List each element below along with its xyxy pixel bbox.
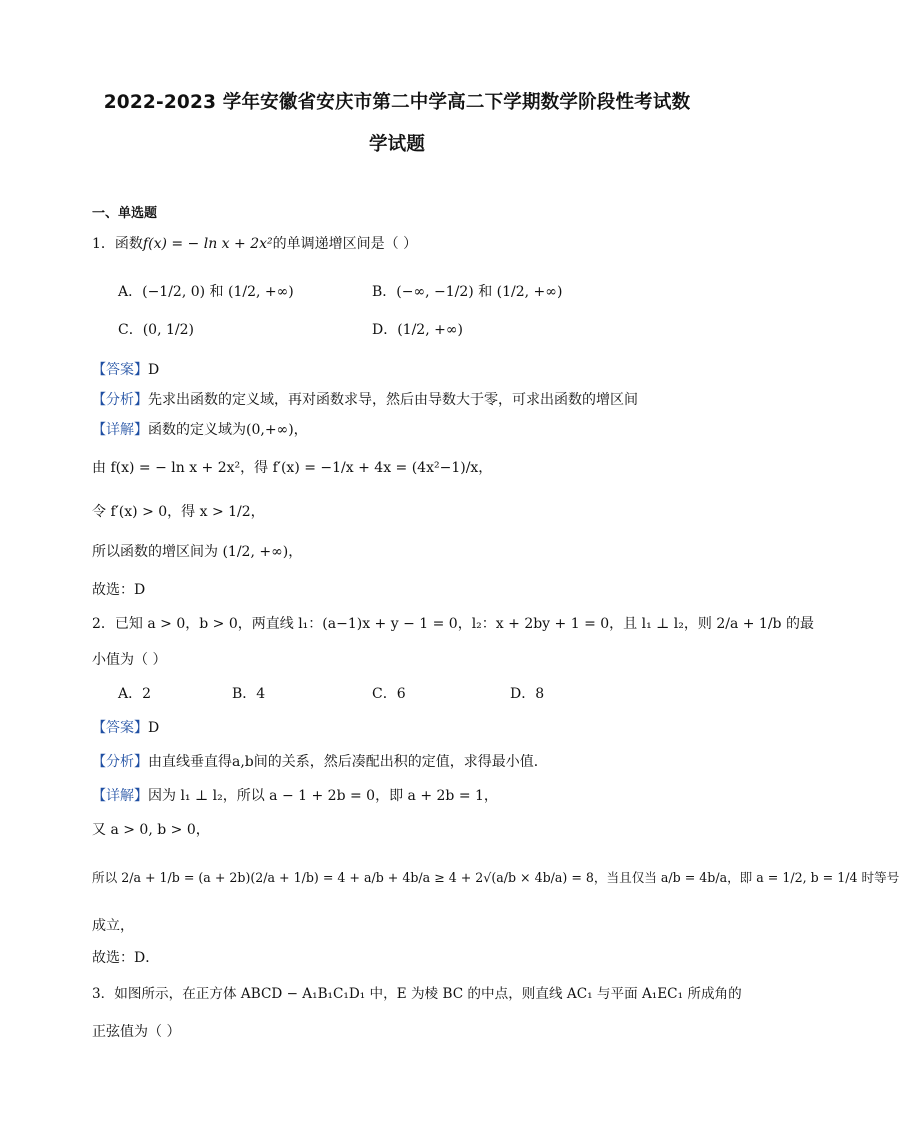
q2-stem-1: 2．已知 a > 0，b > 0，两直线 l₁：(a−1)x + y − 1 = 0，l₂：x + 2by + 1 = 0，且 l₁ ⊥ l₂，则 2/a + 1/b 的最 (92, 616, 814, 632)
q2-option-c: C．6 (372, 686, 406, 702)
analysis-label: 【分析】 (92, 754, 148, 770)
q1-option-a: A．(−1/2, 0) 和 (1/2, +∞) (118, 284, 294, 300)
q1-answer-value: D (148, 362, 160, 378)
section-heading: 一、单选题 (92, 206, 158, 221)
q2-stem-2: 小值为（ ） (92, 652, 167, 668)
q1-answer (92, 360, 159, 380)
page-title-line2: 学试题 (368, 134, 426, 155)
q2-option-a: A．2 (118, 686, 152, 702)
q2-analysis-text: 由直线垂直得a,b间的关系，然后凑配出积的定值，求得最小值． (148, 754, 548, 770)
q1-stem (92, 234, 417, 254)
page-title-line1: 2022-2023 学年安徽省安庆市第二中学高二下学期数学阶段性考试数 (103, 92, 691, 113)
detail-label: 【详解】 (92, 788, 148, 804)
q1-detail-3: 令 f′(x) > 0，得 x > 1/2， (92, 504, 265, 520)
q1-stem-post: 的单调递增区间是（ ） (272, 236, 418, 252)
q1-option-b: B．(−∞, −1/2) 和 (1/2, +∞) (372, 284, 563, 300)
q2-detail-1 (92, 786, 498, 806)
analysis-label: 【分析】 (92, 392, 148, 408)
q2-detail-3: 所以 2/a + 1/b = (a + 2b)(2/a + 1/b) = 4 + a/b + 4b/a ≥ 4 + 2√(a/b × 4b/a) = 8，当且仅当 a/b = 4b/a，即 a = 1/2, b = 1/4 时等号 (92, 870, 899, 885)
q1-option-c: C．(0, 1/2) (118, 322, 194, 338)
q2-option-b: B．4 (232, 686, 266, 702)
q1-stem-pre: 1．函数 (92, 236, 143, 252)
q1-detail-1-text: 函数的定义域为(0,+∞)， (148, 422, 308, 438)
q1-option-d: D．(1/2, +∞) (372, 322, 463, 338)
q3-stem-1: 3．如图所示，在正方体 ABCD − A₁B₁C₁D₁ 中，E 为棱 BC 的中点，则直线 AC₁ 与平面 A₁EC₁ 所成角的 (92, 986, 742, 1002)
answer-label: 【答案】 (92, 362, 148, 378)
q1-detail-2: 由 f(x) = − ln x + 2x²，得 f′(x) = −1/x + 4x = (4x²−1)/x， (92, 460, 493, 476)
q1-stem-func: f(x) = − ln x + 2x² (142, 236, 273, 252)
q1-detail-5: 故选：D (92, 582, 146, 598)
q2-answer (92, 718, 159, 738)
q2-analysis (92, 752, 548, 772)
q2-answer-value: D (148, 720, 160, 736)
detail-label: 【详解】 (92, 422, 148, 438)
answer-label: 【答案】 (92, 720, 148, 736)
q2-detail-1-text: 因为 l₁ ⊥ l₂，所以 a − 1 + 2b = 0，即 a + 2b = 1， (148, 788, 498, 804)
q2-option-d: D．8 (510, 686, 545, 702)
q1-analysis-text: 先求出函数的定义域，再对函数求导，然后由导数大于零，可求出函数的增区间 (148, 392, 638, 408)
q2-detail-2: 又 a > 0, b > 0， (92, 822, 210, 838)
q1-detail-4: 所以函数的增区间为 (1/2, +∞)， (92, 544, 303, 560)
q2-detail-5: 故选：D． (92, 950, 160, 966)
q3-stem-2: 正弦值为（ ） (92, 1024, 181, 1040)
q2-detail-4: 成立， (92, 918, 134, 934)
q1-detail-1 (92, 420, 308, 440)
q1-analysis (92, 390, 638, 410)
